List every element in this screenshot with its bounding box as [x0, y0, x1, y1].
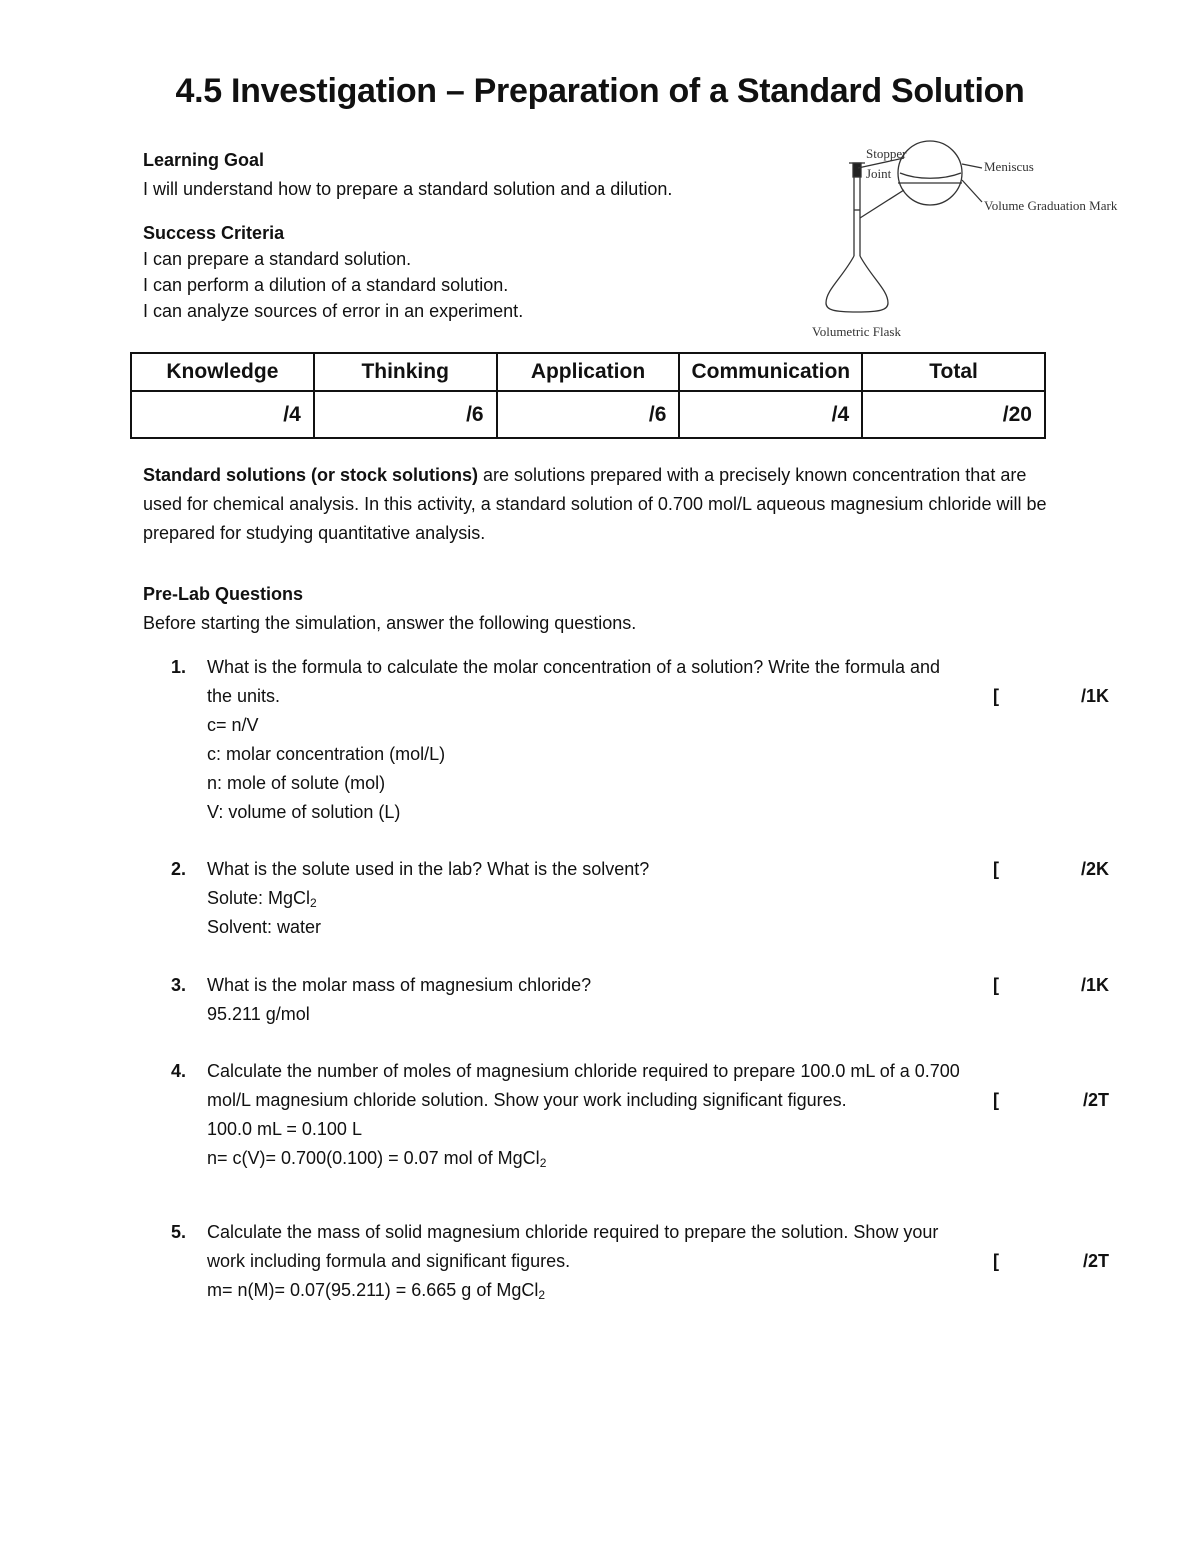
rubric-table — [130, 352, 1046, 439]
success-criteria-item: I can prepare a standard solution. — [143, 249, 412, 269]
answer-line: V: volume of solution (L) — [207, 802, 401, 822]
rubric-score-thinking[interactable]: /6 — [314, 391, 497, 438]
learning-goal-section — [143, 146, 672, 204]
rubric-header-total: Total — [862, 353, 1045, 391]
page-title: 4.5 Investigation – Preparation of a Standard Solution — [175, 72, 1025, 110]
question-number: 2. — [171, 859, 187, 879]
rubric-header-thinking: Thinking — [314, 353, 497, 391]
question-text: mol/L magnesium chloride solution. Show your work including significant figures. — [207, 1090, 847, 1110]
diagram-caption: Volumetric Flask — [812, 324, 901, 339]
marks-bracket: [ — [993, 1251, 999, 1271]
rubric-header-knowledge: Knowledge — [131, 353, 314, 391]
prelab-subheading: Before starting the simulation, answer the following questions. — [143, 613, 637, 633]
diagram-label-joint: Joint — [866, 166, 892, 181]
intro-text: are solutions prepared with a precisely known concentration that are used for chemical analysis. In this activity, a standard solution of 0.700 mol/L aqueous magnesium chloride will be prepared for studying quantitative analysis. — [143, 465, 1047, 543]
diagram-label-graduation: Volume Graduation Mark — [984, 198, 1118, 213]
question-text: Calculate the number of moles of magnesium chloride required to prepare 100.0 mL of a 0.700 — [207, 1061, 960, 1081]
marks-value: /2K — [1080, 859, 1109, 879]
marks-bracket: [ — [993, 859, 999, 879]
marks-bracket: [ — [993, 975, 999, 995]
intro-bold-lead: Standard solutions (or stock solutions) — [143, 465, 479, 485]
answer-line: 100.0 mL = 0.100 L — [207, 1119, 362, 1139]
rubric-score-application[interactable]: /6 — [497, 391, 680, 438]
marks-value: /1K — [1080, 686, 1109, 706]
subscript: 2 — [538, 1288, 546, 1302]
question-number: 5. — [171, 1222, 187, 1242]
subscript: 2 — [539, 1156, 547, 1170]
diagram-label-meniscus: Meniscus — [984, 159, 1034, 174]
marks-bracket: [ — [993, 686, 999, 706]
answer-line: c= n/V — [207, 715, 259, 735]
rubric-score-total[interactable]: /20 — [862, 391, 1045, 438]
question-text: What is the solute used in the lab? What is the solvent? — [207, 859, 650, 879]
rubric-score-knowledge[interactable]: /4 — [131, 391, 314, 438]
rubric-header-communication: Communication — [679, 353, 862, 391]
intro-paragraph — [143, 461, 1063, 548]
learning-goal-text: I will understand how to prepare a standard solution and a dilution. — [143, 179, 673, 199]
learning-goal-heading: Learning Goal — [143, 150, 265, 170]
marks-value: /2T — [1082, 1090, 1109, 1110]
question-text: the units. — [207, 686, 281, 706]
subscript: 2 — [310, 896, 317, 910]
rubric-score-row — [131, 391, 1045, 438]
answer-line: n: mole of solute (mol) — [207, 773, 386, 793]
marks-bracket: [ — [993, 1090, 999, 1110]
success-criteria-section — [143, 220, 523, 324]
question-text: What is the formula to calculate the molar concentration of a solution? Write the formula and — [207, 657, 941, 677]
prelab-section — [143, 580, 636, 638]
rubric-score-communication[interactable]: /4 — [679, 391, 862, 438]
answer-line — [207, 1276, 1057, 1305]
success-criteria-heading: Success Criteria — [143, 223, 285, 243]
answer-line — [207, 884, 1057, 913]
prelab-heading: Pre-Lab Questions — [143, 584, 304, 604]
answer-line — [207, 1144, 1057, 1173]
rubric-header-application: Application — [497, 353, 680, 391]
answer-line: 95.211 g/mol — [207, 1004, 310, 1024]
question-number: 3. — [171, 975, 187, 995]
success-criteria-item: I can perform a dilution of a standard solution. — [143, 275, 509, 295]
answer-line: Solvent: water — [207, 917, 322, 937]
rubric-header-row — [131, 353, 1045, 391]
question-text: Calculate the mass of solid magnesium chloride required to prepare the solution. Show your — [207, 1222, 939, 1242]
volumetric-flask-diagram — [812, 138, 1132, 346]
answer-line: c: molar concentration (mol/L) — [207, 744, 446, 764]
success-criteria-item: I can analyze sources of error in an experiment. — [143, 301, 524, 321]
question-number: 1. — [171, 657, 187, 677]
answer-solute: Solute: MgCl — [207, 888, 311, 908]
answer-moles: n= c(V)= 0.700(0.100) = 0.07 mol of MgCl — [207, 1148, 540, 1168]
marks-value: /1K — [1080, 975, 1109, 995]
marks-value: /2T — [1082, 1251, 1109, 1271]
question-text: What is the molar mass of magnesium chloride? — [207, 975, 592, 995]
diagram-label-stopper: Stopper — [866, 146, 907, 161]
question-number: 4. — [171, 1061, 187, 1081]
answer-mass: m= n(M)= 0.07(95.211) = 6.665 g of MgCl — [207, 1280, 539, 1300]
question-text: work including formula and significant figures. — [207, 1251, 571, 1271]
